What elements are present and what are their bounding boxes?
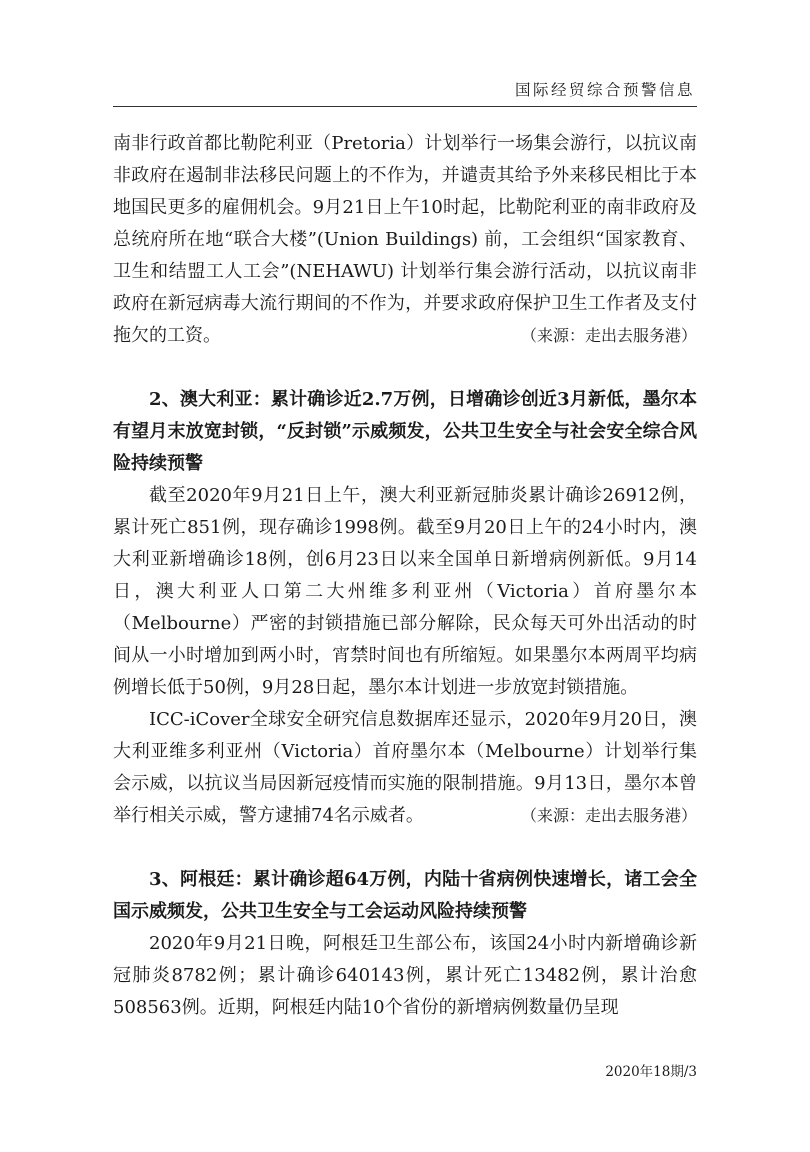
paragraph-australia-1: 截至2020年9月21日上午，澳大利亚新冠肺炎累计确诊26912例，累计死亡851例，现存确诊1998例。截至9月20日上午的24小时内，澳大利亚新增确诊18例，创6月23日以来全国单日新增病例新低。9月14日，澳大利亚人口第二大州维多利亚州（Victoria）首府墨尔本（Melbourne）严密的封锁措施已部分解除，民众每天可外出活动的时间从一小时增加到两小时，宵禁时间也有所缩短。如果墨尔本两周平均病例增长低于50例，9月28日起，墨尔本计划进一步放宽封锁措施。 — [113, 485, 697, 698]
page-header — [113, 62, 697, 107]
paragraph-south-africa — [113, 128, 697, 352]
page-number: 2020年18期/3 — [605, 1064, 697, 1080]
paragraph-text: ICC-iCover全球安全研究信息数据库还显示，2020年9月20日，澳大利亚维多利亚州（Victoria）首府墨尔本（Melbourne）计划举行集会示威，以抗议当局因新冠疫情而实施的限制措施。9月13日，墨尔本曾举行相关示威，警方逮捕74名示威者。 — [113, 709, 697, 826]
source-note: （来源：走出去服务港） — [520, 806, 697, 825]
section-heading-australia: 2、澳大利亚：累计确诊近2.7万例，日增确诊创近3月新低，墨尔本有望月末放宽封锁，“反封锁”示威频发，公共卫生安全与社会安全综合风险持续预警 — [113, 389, 697, 474]
paragraph-text: 南非行政首都比勒陀利亚（Pretoria）计划举行一场集会游行，以抗议南非政府在遏制非法移民问题上的不作为，并谴责其给予外来移民相比于本地国民更多的雇佣机会。9月21日上午10时起，比勒陀利亚的南非政府及总统府所在地“联合大楼”(Union Buildings) 前，工会组织“国家教育、卫生和结盟工人工会”(NEHAWU) 计划举行集会游行活动，以抗议南非政府在新冠病毒大流行期间的不作为，并要求政府保护卫生工作者及支付拖欠的工资。 — [113, 133, 697, 346]
header-title: 国际经贸综合预警信息 — [514, 81, 695, 99]
paragraph-australia-2 — [113, 704, 697, 832]
source-note: （来源：走出去服务港） — [520, 326, 697, 345]
section-heading-argentina: 3、阿根廷：累计确诊超64万例，内陆十省病例快速增长，诸工会全国示威频发，公共卫生安全与工会运动风险持续预警 — [113, 869, 697, 922]
paragraph-argentina-1: 2020年9月21日晚，阿根廷卫生部公布，该国24小时内新增确诊新冠肺炎8782例；累计确诊640143例，累计死亡13482例，累计治愈508563例。近期，阿根廷内陆10个省份的新增病例数量仍呈现 — [113, 933, 697, 1018]
article-body — [113, 128, 697, 1024]
